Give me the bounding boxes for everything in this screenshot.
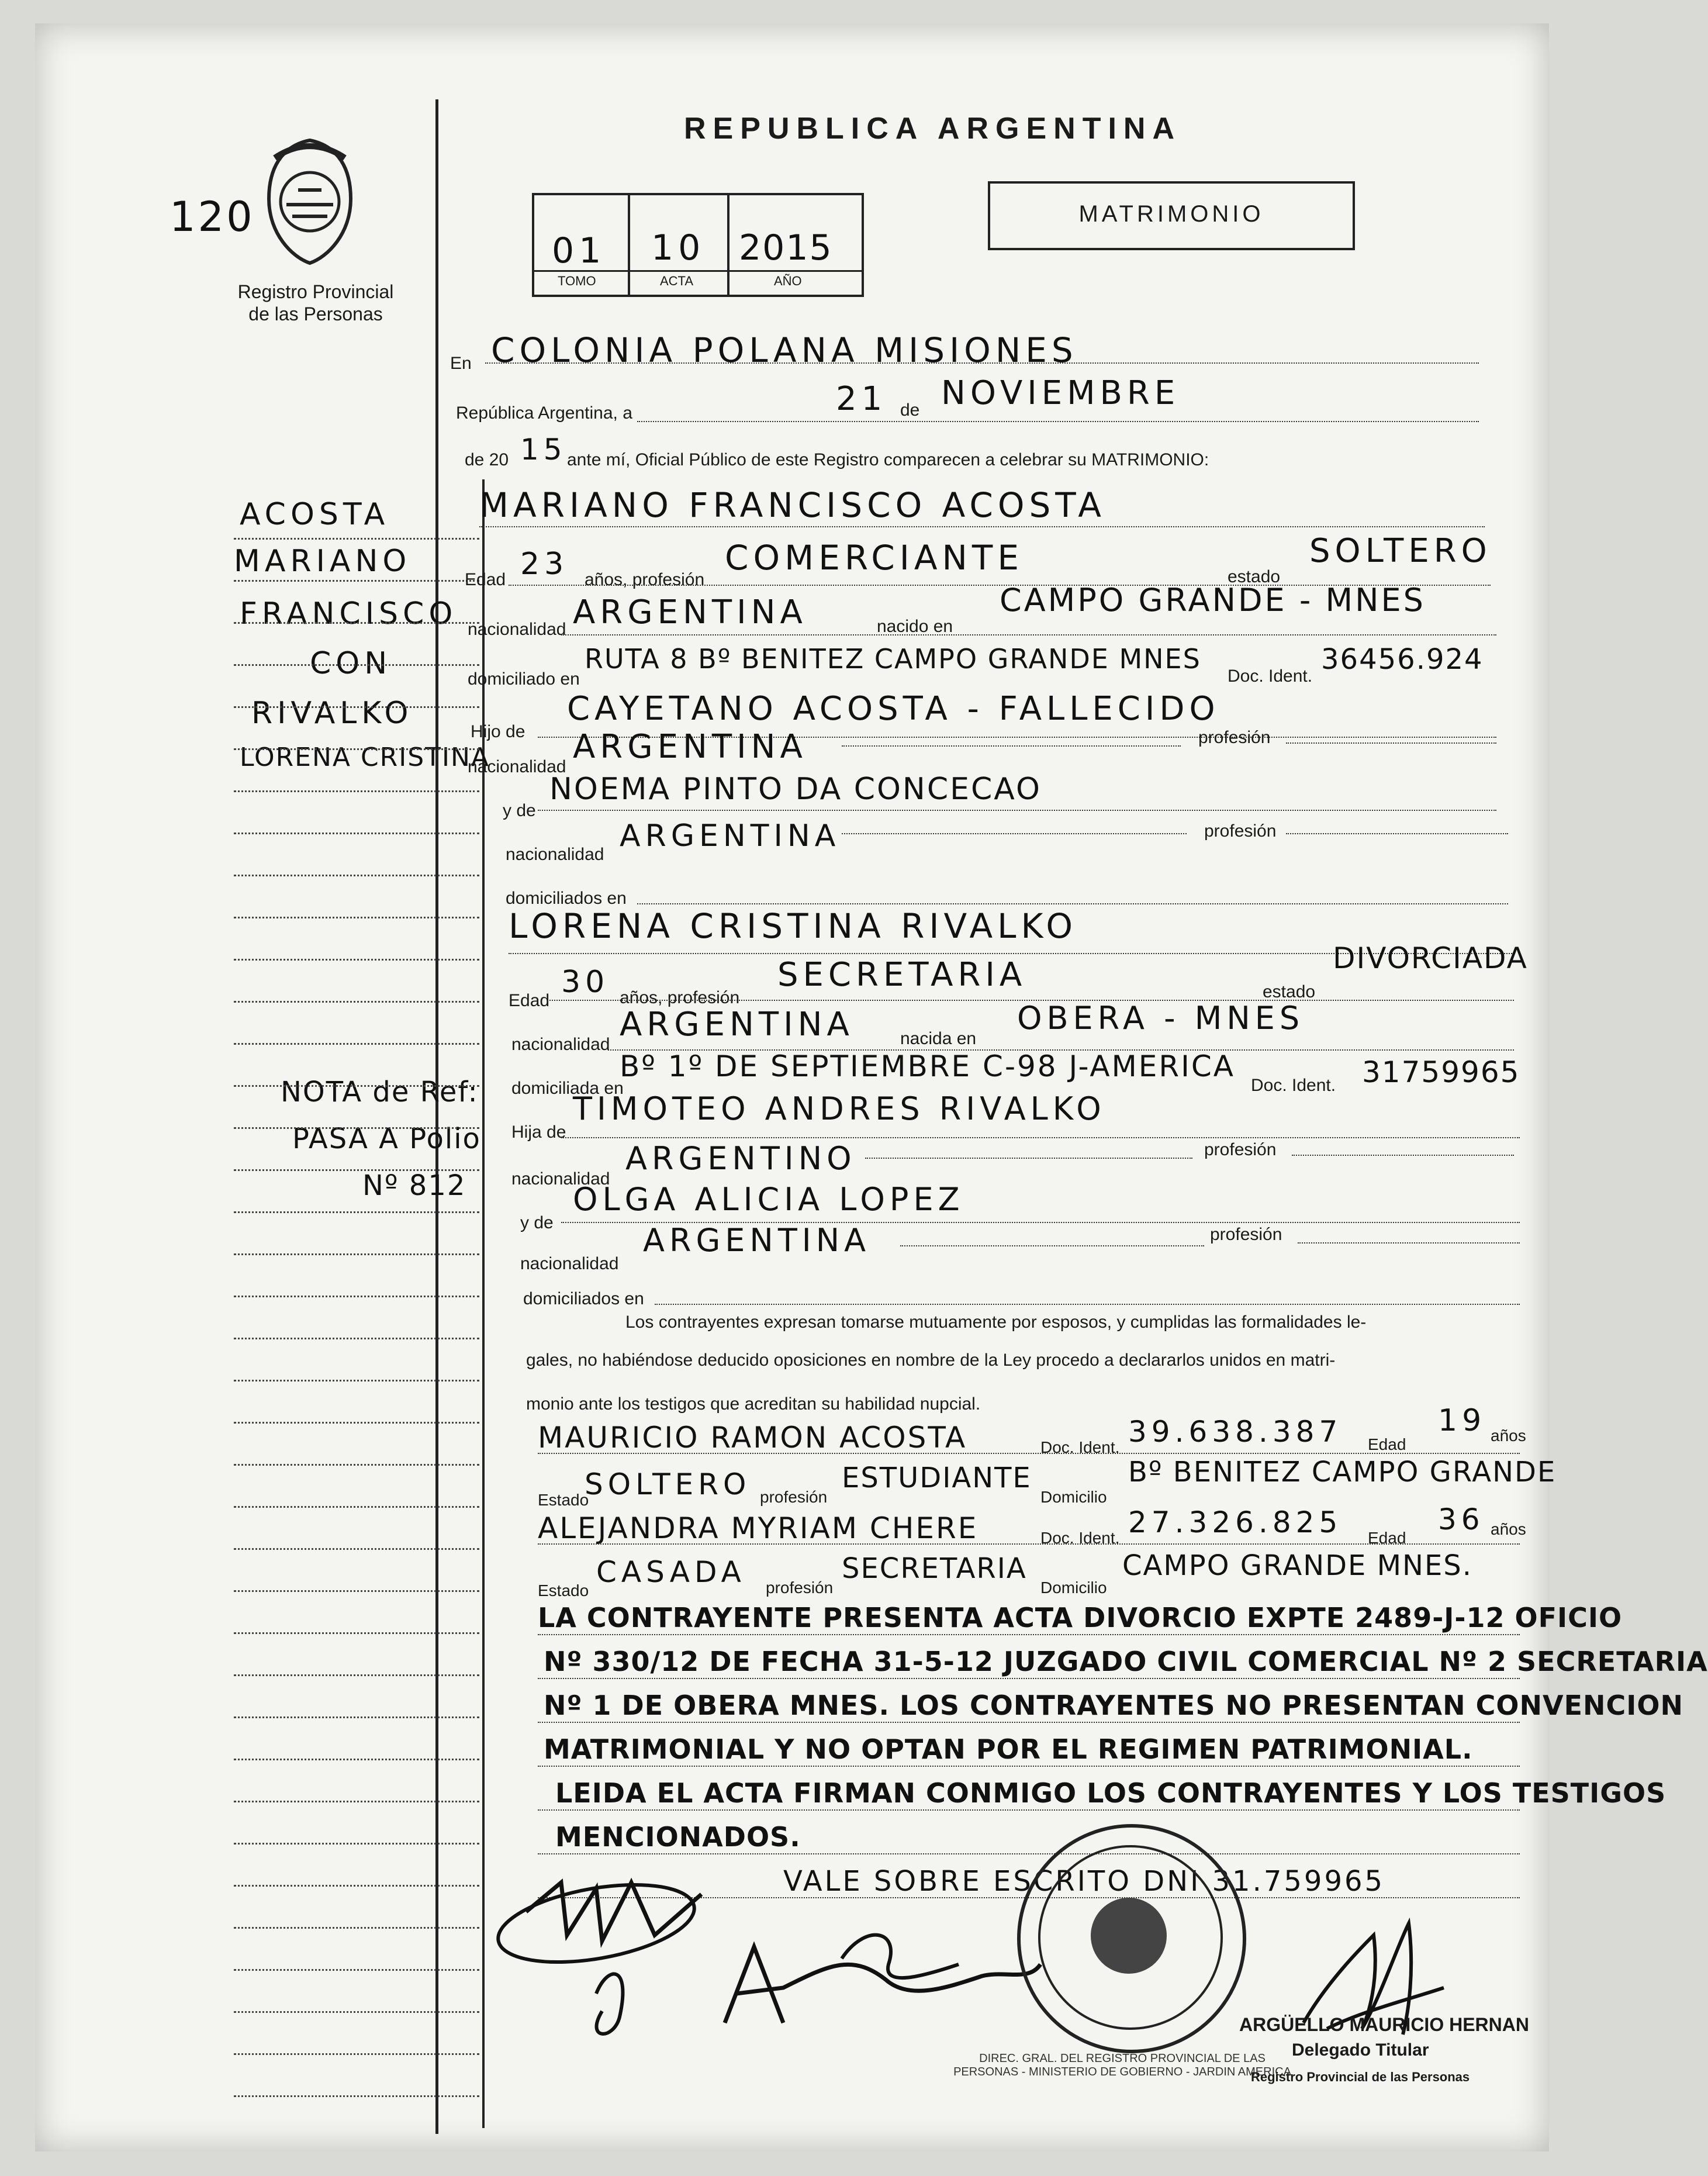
- groom-mother-prof-label: profesión: [1204, 821, 1277, 841]
- declaration-line-2: gales, no habiéndose deducido oposiciones en nombre de la Ley procedo a declararlos unidos en matri-: [526, 1350, 1336, 1370]
- groom-nac-label: nacionalidad: [468, 620, 566, 639]
- margin-surname-groom: ACOSTA: [240, 497, 390, 532]
- note-line-2: Nº 330/12 DE FECHA 31-5-12 JUZGADO CIVIL COMERCIAL Nº 2 SECRETARIA: [544, 1646, 1708, 1677]
- witness2-dom: CAMPO GRANDE MNES.: [1122, 1549, 1473, 1582]
- note-rule: [538, 1809, 1520, 1811]
- groom-father: CAYETANO ACOSTA - FALLECIDO: [567, 690, 1220, 728]
- bride-father-prof-label: profesión: [1204, 1140, 1277, 1159]
- margin-rule: [234, 580, 479, 582]
- margin-rule: [234, 959, 479, 961]
- margin-rule: [234, 833, 479, 834]
- registry-name: [228, 281, 403, 325]
- bride-edad: 30: [561, 965, 610, 1000]
- registry-line-1: Registro Provincial: [237, 281, 394, 302]
- groom-doc: 36456.924: [1321, 643, 1484, 676]
- bride-doc-label: Doc. Ident.: [1251, 1076, 1336, 1095]
- page-number: 120: [170, 193, 255, 241]
- margin-rule: [234, 748, 479, 750]
- bride-nacida-label: nacida en: [900, 1029, 977, 1048]
- bride-nac-label: nacionalidad: [511, 1035, 610, 1054]
- margin-rule: [234, 1043, 479, 1045]
- bride-nacionalidad: ARGENTINA: [620, 1006, 854, 1044]
- bride-profesion: SECRETARIA: [777, 956, 1027, 994]
- margin-firstname-groom: MARIANO: [234, 544, 412, 579]
- note-rule: [538, 1678, 1520, 1679]
- provincial-seal-icon: [257, 134, 362, 269]
- margin-rule: [234, 538, 479, 540]
- groom-yde-label: y de: [503, 801, 536, 820]
- groom-profesion: COMERCIANTE: [725, 538, 1024, 578]
- groom-nacido-label: nacido en: [877, 617, 953, 636]
- bride-dom-label: domiciliada en: [511, 1079, 624, 1098]
- registry-stamp-icon: [1017, 1824, 1246, 2053]
- margin-con: CON: [310, 646, 392, 681]
- margin-name-bride: LORENA CRISTINA: [240, 742, 490, 772]
- witness1-estado: SOLTERO: [585, 1467, 751, 1501]
- groom-nacido: CAMPO GRANDE - MNES: [1000, 582, 1426, 619]
- note-line-4: MATRIMONIAL Y NO OPTAN POR EL REGIMEN PATRIMONIAL.: [544, 1733, 1473, 1765]
- vale-note: VALE SOBRE ESCRITO DNI 31.759965: [783, 1865, 1385, 1898]
- margin-rule: [234, 1380, 479, 1381]
- groom-mother-nac: ARGENTINA: [620, 818, 841, 854]
- en-label: En: [450, 354, 472, 373]
- groom-hijo-label: Hijo de: [471, 722, 525, 741]
- note-line-3: Nº 1 DE OBERA MNES. LOS CONTRAYENTES NO PRESENTAN CONVENCION: [544, 1690, 1683, 1721]
- margin-rule: [234, 1464, 479, 1466]
- margin-rule: [234, 1590, 479, 1592]
- margin-rule: [234, 1969, 479, 1971]
- year-suffix: 15: [520, 433, 567, 467]
- bride-estado: DIVORCIADA: [1333, 941, 1528, 975]
- de-label: de: [900, 400, 920, 420]
- margin-rule: [234, 917, 479, 918]
- bride-dom-label-2: domiciliados en: [523, 1289, 644, 1308]
- note-line-1: LA CONTRAYENTE PRESENTA ACTA DIVORCIO EXPTE 2489-J-12 OFICIO: [538, 1602, 1623, 1633]
- margin-rule: [234, 664, 479, 666]
- groom-mother-nac-label: nacionalidad: [506, 845, 604, 864]
- bride-edad-label: Edad: [509, 991, 550, 1010]
- margin-rule: [234, 1211, 479, 1213]
- groom-nacionalidad: ARGENTINA: [573, 593, 807, 631]
- witness2-estado-label: Estado: [538, 1581, 589, 1600]
- witness1-doc: 39.638.387: [1128, 1415, 1343, 1449]
- year-prefix: de 20: [465, 450, 509, 469]
- bride-mother-nac-label: nacionalidad: [520, 1254, 619, 1273]
- ano-value: 2015: [739, 227, 833, 268]
- groom-father-nac-label: nacionalidad: [468, 757, 566, 776]
- margin-rule: [234, 1885, 479, 1887]
- intro-sentence: ante mí, Oficial Público de este Registro comparecen a celebrar su MATRIMONIO:: [567, 450, 1209, 469]
- margin-rule: [234, 2053, 479, 2055]
- witness2-prof: SECRETARIA: [842, 1552, 1027, 1585]
- groom-domicilio: RUTA 8 Bº BENITEZ CAMPO GRANDE MNES: [585, 643, 1201, 675]
- day-value: 21: [836, 380, 887, 418]
- declaration-line-3: monio ante los testigos que acreditan su habilidad nupcial.: [526, 1394, 981, 1414]
- declaration-line-1: Los contrayentes expresan tomarse mutuamente por esposos, y cumplidas las formalidades le-: [625, 1312, 1367, 1332]
- witness1-prof: ESTUDIANTE: [842, 1462, 1032, 1494]
- margin-rule: [234, 1169, 479, 1171]
- margin-rule: [234, 790, 479, 792]
- margin-rule: [234, 706, 479, 708]
- witness2-name: ALEJANDRA MYRIAM CHERE: [538, 1511, 979, 1545]
- margin-line-outer: [435, 99, 438, 2134]
- groom-estado: SOLTERO: [1309, 532, 1492, 570]
- bride-father: TIMOTEO ANDRES RIVALKO: [573, 1090, 1106, 1127]
- margin-rule: [234, 622, 479, 624]
- margin-rule: [234, 1253, 479, 1255]
- margin-ref-folio: PASA A Polio: [292, 1122, 481, 1155]
- bride-nacida: OBERA - MNES: [1017, 1000, 1305, 1037]
- margin-rule: [234, 1674, 479, 1676]
- bride-hija-label: Hija de: [511, 1122, 566, 1142]
- witness2-edad: 36: [1438, 1503, 1485, 1536]
- margin-surname-bride: RIVALKO: [251, 696, 413, 731]
- groom-father-prof-label: profesión: [1198, 728, 1271, 747]
- margin-rule: [234, 1548, 479, 1550]
- official-title: Delegado Titular: [1292, 2040, 1429, 2060]
- bride-mother-nac: ARGENTINA: [643, 1222, 871, 1259]
- bride-domicilio: Bº 1º DE SEPTIEMBRE C-98 J-AMERICA: [620, 1049, 1235, 1083]
- witness2-anos: años: [1491, 1520, 1526, 1538]
- margin-ref-label: NOTA de Ref:: [281, 1076, 479, 1108]
- margin-rule: [234, 1759, 479, 1760]
- acta-label: ACTA: [660, 274, 694, 288]
- margin-rule: [234, 1338, 479, 1339]
- official-office: Registro Provincial de las Personas: [1251, 2070, 1470, 2084]
- margin-rule: [234, 875, 479, 876]
- witness2-doc-label: Doc. Ident.: [1040, 1529, 1120, 1547]
- margin-rule: [234, 1632, 479, 1634]
- witness1-edad: 19: [1438, 1403, 1486, 1438]
- bride-father-nac: ARGENTINO: [625, 1140, 856, 1177]
- witness1-doc-label: Doc. Ident.: [1040, 1438, 1120, 1456]
- witness1-dom: Bº BENITEZ CAMPO GRANDE: [1128, 1456, 1557, 1488]
- groom-edad: 23: [520, 547, 569, 582]
- bride-profesion-label: años, profesión: [620, 988, 740, 1007]
- groom-mother: NOEMA PINTO DA CONCECAO: [549, 772, 1042, 807]
- bride-mother-prof-label: profesión: [1210, 1225, 1282, 1244]
- witness1-dom-label: Domicilio: [1040, 1488, 1107, 1506]
- margin-rule: [234, 1843, 479, 1845]
- margin-rule: [234, 1927, 479, 1929]
- note-rule: [538, 1722, 1520, 1723]
- margin-rule: [234, 1085, 479, 1087]
- witness1-estado-label: Estado: [538, 1491, 589, 1509]
- bride-name: LORENA CRISTINA RIVALKO: [509, 906, 1077, 946]
- bride-father-nac-label: nacionalidad: [511, 1169, 610, 1189]
- margin-rule: [234, 1127, 479, 1129]
- bride-estado-label: estado: [1263, 982, 1316, 1001]
- margin-rule: [234, 1296, 479, 1297]
- margin-rule: [234, 2011, 479, 2013]
- witness1-edad-label: Edad: [1368, 1435, 1406, 1453]
- tomo-label: TOMO: [558, 274, 596, 288]
- margin-rule: [234, 1716, 479, 1718]
- margin-rule: [234, 1506, 479, 1508]
- document-page: [35, 23, 1708, 2151]
- bride-mother: OLGA ALICIA LOPEZ: [573, 1181, 964, 1218]
- groom-estado-label: estado: [1228, 567, 1281, 586]
- registry-line-2: de las Personas: [248, 303, 383, 324]
- groom-doc-label: Doc. Ident.: [1228, 666, 1313, 686]
- note-rule: [538, 1634, 1520, 1635]
- witness1-name: MAURICIO RAMON ACOSTA: [538, 1421, 967, 1455]
- official-name: ARGÜELLO MAURICIO HERNAN: [1239, 2014, 1529, 2035]
- note-line-6: MENCIONADOS.: [555, 1821, 801, 1853]
- doc-type-box: [988, 181, 1355, 250]
- witness1-anos: años: [1491, 1427, 1526, 1445]
- witness2-doc: 27.326.825: [1128, 1505, 1343, 1539]
- place-value: COLONIA POLANA MISIONES: [491, 330, 1078, 370]
- groom-dom-label: domiciliado en: [468, 669, 580, 689]
- stamp-text: DIREC. GRAL. DEL REGISTRO PROVINCIAL DE LAS PERSONAS - MINISTERIO DE GOBIERNO - JARDIN AMERICA: [953, 2052, 1291, 2078]
- groom-name: MARIANO FRANCISCO ACOSTA: [479, 485, 1106, 525]
- ano-label: AÑO: [774, 274, 802, 288]
- groom-edad-label: Edad: [465, 570, 506, 589]
- margin-ref-number: Nº 812: [362, 1169, 466, 1202]
- groom-father-nac: ARGENTINA: [573, 728, 807, 766]
- margin-rule: [234, 1801, 479, 1802]
- note-rule: [538, 1766, 1520, 1767]
- margin-middlename-groom: FRANCISCO: [240, 596, 458, 631]
- record-box: [532, 193, 864, 297]
- groom-dom-label-2: domiciliados en: [506, 889, 627, 908]
- witness2-edad-label: Edad: [1368, 1529, 1406, 1547]
- republica-label: República Argentina, a: [456, 403, 632, 423]
- witness1-prof-label: profesión: [760, 1488, 828, 1506]
- witness2-dom-label: Domicilio: [1040, 1579, 1107, 1597]
- country-title: REPUBLICA ARGENTINA: [684, 112, 1182, 146]
- tomo-value: 01: [552, 230, 606, 271]
- month-value: NOVIEMBRE: [941, 374, 1180, 412]
- margin-rule: [234, 2095, 479, 2097]
- groom-profesion-label: años, profesión: [585, 570, 705, 589]
- bride-yde-label: y de: [520, 1213, 554, 1232]
- doc-type: MATRIMONIO: [1078, 201, 1264, 227]
- witness2-estado: CASADA: [596, 1555, 746, 1589]
- witness2-prof-label: profesión: [766, 1579, 834, 1597]
- note-line-5: LEIDA EL ACTA FIRMAN CONMIGO LOS CONTRAYENTES Y LOS TESTIGOS: [555, 1777, 1666, 1809]
- bride-doc: 31759965: [1362, 1055, 1520, 1089]
- margin-rule: [234, 1422, 479, 1424]
- acta-value: 10: [651, 227, 706, 268]
- margin-rule: [234, 1001, 479, 1003]
